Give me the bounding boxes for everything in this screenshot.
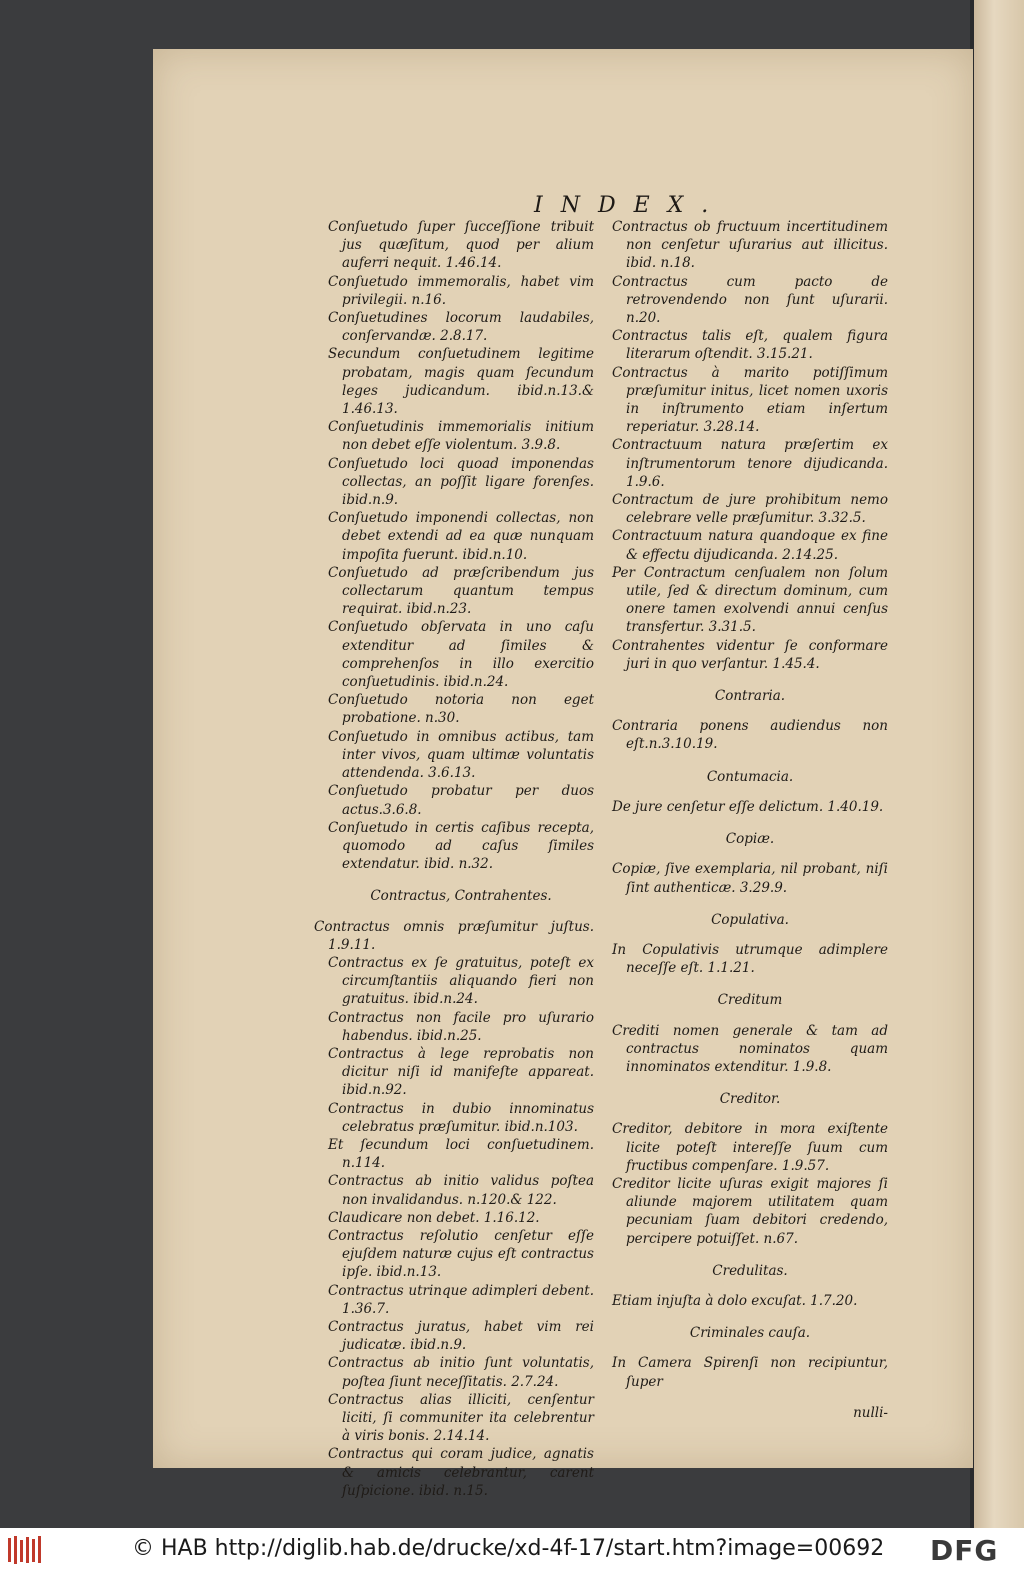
index-entry: Contractus juratus, habet vim rei judicatæ. ibid.n.9. — [328, 1318, 594, 1354]
index-entry: Contractus utrinque adimpleri debent. 1.36.7. — [328, 1282, 594, 1317]
index-entry: In Copulativis utrumque adimplere neceſſe eſt. 1.1.21. — [612, 941, 888, 977]
index-entry: Conſuetudo imponendi collectas, non debet extendi ad ea quæ nunquam impoſita fuerunt. ibid.n.10. — [328, 510, 594, 563]
index-entry: Conſuetudo ad præſcribendum jus collectarum quantum tempus requirat. ibid.n.23. — [328, 564, 594, 618]
index-entry: Creditor, debitore in mora exiſtente licite poteſt intereſſe ſuum cum fructibus compenſare. 1.9.57. — [612, 1121, 888, 1174]
index-entry: Contractuum natura quandoque ex fine & effectu dijudicanda. 2.14.25. — [612, 528, 888, 563]
index-heading: Creditor. — [719, 1091, 781, 1108]
index-heading: Criminales cauſa. — [689, 1325, 811, 1342]
index-entry: Etiam injuſta à dolo excuſat. 1.7.20. — [612, 1292, 858, 1309]
index-entry: Creditor licite uſuras exigit majores ſi aliunde majorem utilitatem quam pecuniam ſuam debitori credendo, percipere potuiſſet. n.67. — [612, 1175, 888, 1247]
running-head: INDEX. — [534, 193, 727, 218]
index-entry: Contractus non facile pro uſurario habendus. ibid.n.25. — [328, 1009, 594, 1044]
index-entry: Conſuetudinis immemorialis initium non debet eſſe violentum. 3.9.8. — [328, 419, 594, 454]
index-entry: Contractus cum pacto de retrovendendo non ſunt uſurarii. n.20. — [612, 273, 888, 327]
index-entry: Contractus ob fructuum incertitudinem non cenſetur uſurarius aut illicitus. ibid. n.18. — [612, 219, 888, 272]
index-heading: Copulativa. — [711, 911, 789, 928]
index-entry: De jure cenſetur eſſe delictum. 1.40.19. — [612, 798, 884, 815]
footer-bar — [0, 1528, 1024, 1572]
copyright-url: © HAB http://diglib.hab.de/drucke/xd-4f-17/start.htm?image=00692 — [132, 1536, 885, 1561]
facing-page-edge — [974, 0, 1024, 1528]
index-entry: Contractus alias illiciti, cenſentur liciti, ſi communiter ita celebrentur à viris bonis. 2.14.14. — [328, 1391, 594, 1445]
index-entry: Contractus reſolutio cenſetur eſſe ejuſdem naturæ cujus eſt contractus ipſe. ibid.n.13. — [328, 1227, 594, 1281]
index-entry: Contractus à lege reprobatis non dicitur niſi id manifeſte appareat. ibid.n.92. — [328, 1045, 594, 1099]
index-column-right — [612, 218, 888, 1436]
index-entry: Conſuetudo in certis caſibus recepta, quomodo ad caſus ſimiles extendatur. ibid. n.32. — [328, 819, 594, 873]
index-entry: Conſuetudo immemoralis, habet vim privilegii. n.16. — [328, 273, 594, 308]
index-entry: Contraria ponens audiendus non eſt.n.3.10.19. — [612, 718, 888, 753]
index-entry: Conſuetudo ſuper ſucceſſione tribuit jus quæſitum, quod per alium auferri nequit. 1.46.14. — [328, 219, 594, 272]
index-entry: Secundum conſuetudinem legitime probatam, magis quam ſecundum leges judicandum. ibid.n.13.& 1.46.13. — [328, 346, 594, 418]
index-entry: Contractus ab initio validus poſtea non invalidandus. n.120.& 122. — [328, 1173, 594, 1208]
index-entry: Per Contractum cenſualem non ſolum utile, ſed & directum dominum, cum onere tamen exolvendi annui cenſus transfertur. 3.31.5. — [612, 564, 888, 636]
index-entry: In Camera Spirenſi non recipiuntur, ſuper — [612, 1355, 888, 1390]
index-entry: Et ſecundum loci conſuetudinem. n.114. — [328, 1136, 594, 1172]
index-entry: Contractus omnis præſumitur juſtus. 1.9.11. — [314, 918, 594, 953]
index-entry: Conſuetudo obſervata in uno caſu extenditur ad ſimiles & comprehenſos in illo exercitio conſuetudinis. ibid.n.24. — [328, 619, 594, 691]
index-entry: Conſuetudo probatur per duos actus.3.6.8. — [328, 783, 594, 818]
index-entry: Conſuetudo loci quoad imponendas collectas, an poſſit ligare forenſes. ibid.n.9. — [328, 455, 594, 509]
index-entry: Contractus talis eſt, qualem figura literarum oſtendit. 3.15.21. — [612, 328, 888, 363]
index-heading: Contraria. — [714, 688, 786, 705]
index-heading: Creditum — [717, 992, 783, 1009]
index-heading: Contumacia. — [706, 768, 794, 785]
hab-logo-icon — [6, 1534, 46, 1566]
index-entry: Conſuetudo in omnibus actibus, tam inter vivos, quam ultimæ voluntatis attendenda. 3.6.13. — [328, 728, 594, 782]
index-entry: Contractum de jure prohibitum nemo celebrare velle præſumitur. 3.32.5. — [612, 492, 888, 527]
index-entry: Contractus ex ſe gratuitus, poteſt ex circumſtantiis aliquando fieri non gratuitus. ibid.n.24. — [328, 954, 594, 1008]
index-entry: Contrahentes videntur ſe conformare juri in quo verſantur. 1.45.4. — [612, 637, 888, 672]
index-entry: Contractus ab initio ſunt voluntatis, poſtea ſiunt neceſſitatis. 2.7.24. — [328, 1355, 594, 1390]
index-entry: Copiæ, ſive exemplaria, nil probant, niſi ſint authenticæ. 3.29.9. — [612, 861, 888, 896]
index-entry: Contractus in dubio innominatus celebratus præſumitur. ibid.n.103. — [328, 1100, 594, 1135]
index-entry: Conſuetudines locorum laudabiles, conſervandæ. 2.8.17. — [328, 310, 594, 345]
catchword: nulli- — [853, 1405, 888, 1422]
index-entry: Contractus à marito potiſſimum præſumitur initus, licet nomen uxoris in inſtrumento etiam inſertum reperiatur. 3.28.14. — [612, 364, 888, 436]
index-heading: Contractus, Contrahentes. — [370, 888, 552, 905]
index-entry: Contractus qui coram judice, agnatis & amicis celebrantur, carent ſuſpicione. ibid. n.15. — [328, 1446, 594, 1499]
index-entry: Crediti nomen generale & tam ad contractus nominatos quam innominatos extenditur. 1.9.8. — [612, 1022, 888, 1075]
index-heading: Credulitas. — [712, 1262, 788, 1279]
index-entry: Conſuetudo notoria non eget probatione. n.30. — [328, 692, 594, 727]
index-column-left — [314, 218, 594, 1500]
index-entry: Claudicare non debet. 1.16.12. — [328, 1209, 540, 1226]
index-entry: Contractuum natura præſertim ex inſtrumentorum tenore dijudicanda. 1.9.6. — [612, 437, 888, 490]
index-heading: Copiæ. — [725, 831, 775, 848]
dfg-logo: DFG — [930, 1534, 999, 1567]
